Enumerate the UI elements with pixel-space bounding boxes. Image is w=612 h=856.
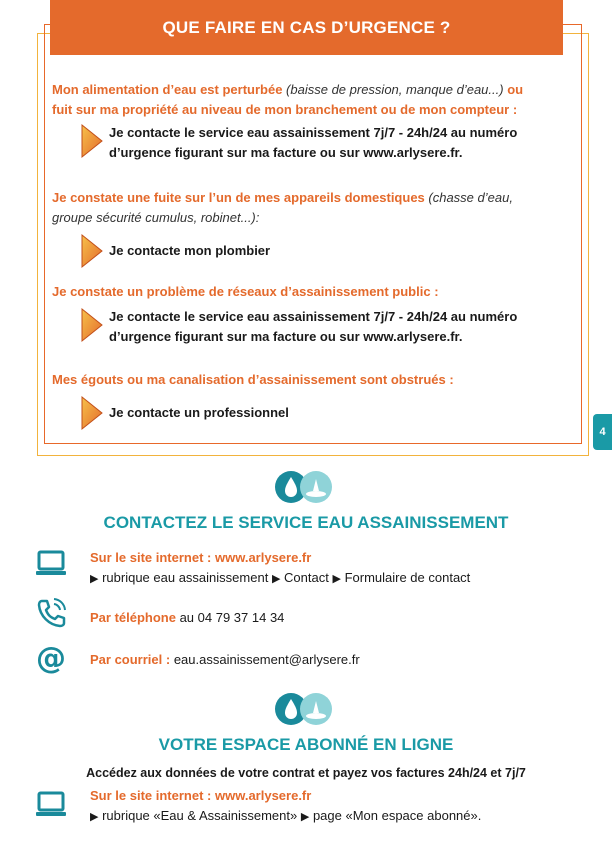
espace-web-row: [90, 786, 481, 827]
laptop-icon: [34, 788, 68, 822]
svg-text:@: @: [36, 641, 66, 675]
espace-heading: VOTRE ESPACE ABONNÉ EN LIGNE: [158, 735, 454, 754]
espace-web-link[interactable]: Sur le site internet : www.arlysere.fr: [90, 788, 312, 803]
phone-number[interactable]: au 04 79 37 14 34: [175, 610, 285, 625]
contact-web-path: ▶ rubrique eau assainissement ▶ Contact ▶ Formulaire de contact: [90, 570, 471, 585]
answer-2: Je contacte mon plombier: [80, 233, 270, 269]
page-number-tab: 4: [593, 414, 612, 450]
laptop-icon: [34, 547, 68, 581]
arrow-right-icon: [80, 233, 104, 269]
contact-heading: CONTACTEZ LE SERVICE EAU ASSAINISSEMENT: [103, 513, 509, 532]
water-drops-icon: [274, 691, 334, 727]
question-2: Je constate une fuite sur l’un de mes appareils domestiques (chasse d’eau, groupe sécurité cumulus, robinet...):: [52, 190, 513, 225]
email-link[interactable]: eau.assainissement@arlysere.fr: [173, 652, 360, 667]
contact-web-link[interactable]: Sur le site internet : www.arlysere.fr: [90, 550, 312, 565]
question-3: Je constate un problème de réseaux d’assainissement public :: [52, 284, 439, 299]
phone-icon: [34, 596, 68, 630]
contact-web-row: [90, 548, 470, 589]
urgence-section-3: [52, 282, 572, 362]
contact-mail-row: Par courriel : eau.assainissement@arlysere.fr: [90, 652, 360, 667]
contact-phone-row: Par téléphone au 04 79 37 14 34: [90, 610, 285, 625]
urgence-section-1: [52, 80, 572, 170]
espace-web-path: ▶ rubrique «Eau & Assainissement» ▶ page «Mon espace abonné».: [90, 808, 482, 823]
urgence-section-2: [52, 188, 572, 278]
answer-4: Je contacte un professionnel: [80, 395, 289, 431]
urgence-section-4: [52, 370, 572, 440]
at-sign-icon: [34, 641, 68, 675]
answer-1: Je contacte le service eau assainissement 7j/7 - 24h/24 au numéro d’urgence figurant sur ma facture ou sur www.arlysere.fr.: [80, 123, 517, 163]
arrow-right-icon: [80, 395, 104, 431]
question-1: Mon alimentation d’eau est perturbée (baisse de pression, manque d’eau...) ou fuit sur ma propriété au niveau de mon branchement ou de mon compteur :: [52, 82, 524, 117]
arrow-right-icon: [80, 307, 104, 343]
water-drops-icon: [274, 469, 334, 505]
emergency-banner: QUE FAIRE EN CAS D’URGENCE ?: [50, 0, 563, 55]
question-4: Mes égouts ou ma canalisation d’assainissement sont obstrués :: [52, 372, 454, 387]
arrow-right-icon: [80, 123, 104, 159]
answer-3: Je contacte le service eau assainissement 7j/7 - 24h/24 au numéro d’urgence figurant sur ma facture ou sur www.arlysere.fr.: [80, 307, 517, 347]
espace-intro: Accédez aux données de votre contrat et payez vos factures 24h/24 et 7j/7: [86, 766, 526, 780]
